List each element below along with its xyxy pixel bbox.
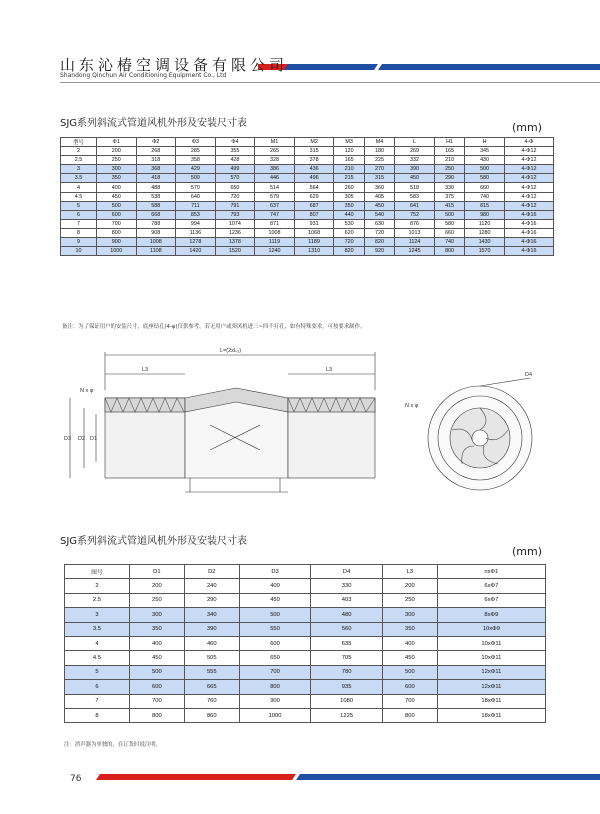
table-cell: 350 [334,201,364,210]
table-cell: 1189 [294,238,334,247]
table-cell: 200 [96,147,136,156]
table-cell: 400 [382,636,437,650]
table-cell: 530 [334,219,364,228]
table-cell: 500 [434,210,464,219]
table-row [61,165,554,174]
table-cell: 1124 [395,238,435,247]
table-cell: 1000 [239,708,311,722]
table-cell: 505 [184,651,239,665]
table-cell: 210 [434,156,464,165]
table-cell: 720 [364,228,394,237]
table-cell: 4 [61,183,97,192]
t1-col-header: Φ3 [176,138,216,147]
label-holes-right: N x φ [405,403,419,409]
label-d3: D3 [64,436,72,442]
table-cell: 4-Φ12 [504,201,553,210]
table-row [65,636,546,650]
table-cell: 6 [65,680,130,694]
table-cell: 908 [136,228,176,237]
table2-title: SJG系列斜流式管道风机外形及安装尺寸表 [60,536,248,547]
table-cell: 4-Φ12 [504,165,553,174]
table-cell: 629 [294,192,334,201]
table-cell: 390 [184,622,239,636]
table-cell: 12xΦ11 [437,680,545,694]
table-cell: 350 [382,622,437,636]
table-cell: 700 [382,694,437,708]
table-cell: 630 [364,219,394,228]
table-cell: 368 [136,165,176,174]
table-cell: 265 [255,147,295,156]
table-cell: 10xΦ11 [437,651,545,665]
table-cell: 8xΦ9 [437,608,545,622]
table-cell: 403 [311,593,383,607]
table-cell: 5 [65,665,130,679]
table-cell: 550 [239,622,311,636]
table-cell: 538 [136,192,176,201]
table-cell: 600 [129,680,184,694]
table-cell: 720 [215,192,255,201]
table-cell: 165 [434,147,464,156]
table-cell: 620 [334,228,364,237]
table-cell: 285 [176,147,216,156]
table-cell: 328 [255,156,295,165]
table-cell: 1280 [465,228,505,237]
table-cell: 305 [334,192,364,201]
table-cell: 1420 [176,247,216,256]
t2-col-header: L3 [382,565,437,579]
table-cell: 600 [239,636,311,650]
dimension-table-2 [64,564,546,723]
table-cell: 345 [465,147,505,156]
table-cell: 12xΦ11 [437,665,545,679]
table-row [61,201,554,210]
table-cell: 1000 [96,247,136,256]
table-row [61,156,554,165]
table-cell: 570 [215,174,255,183]
t2-col-header: 图号 [65,565,130,579]
table-cell: 450 [129,651,184,665]
table-cell: 440 [334,210,364,219]
table-cell: 18xΦ11 [437,708,545,722]
t2-col-header: D4 [311,565,383,579]
table-cell: 332 [395,156,435,165]
table-cell: 355 [215,147,255,156]
table-cell: 700 [239,665,311,679]
table-cell: 780 [311,665,383,679]
table-cell: 711 [176,201,216,210]
table-cell: 1236 [215,228,255,237]
table-cell: 405 [364,192,394,201]
table-cell: 10xΦ9 [437,622,545,636]
table-cell: 165 [334,156,364,165]
table-cell: 600 [96,210,136,219]
table1-title: SJG系列斜流式管道风机外形及安装尺寸表 [60,118,248,129]
table-cell: 4-Φ16 [504,219,553,228]
t2-col-header: D3 [239,565,311,579]
table-cell: 7 [65,694,130,708]
fan-side-and-end-view [60,340,550,510]
table-cell: 800 [96,228,136,237]
table-cell: 800 [129,708,184,722]
table-cell: 488 [136,183,176,192]
table-cell: 700 [129,694,184,708]
table-cell: 4-Φ12 [504,147,553,156]
table-cell: 650 [215,183,255,192]
table-cell: 555 [184,665,239,679]
table-cell: 386 [255,165,295,174]
company-name-en: Shandong Qinchun Air Conditioning Equipment Co., Ltd [60,72,227,79]
table-cell: 1080 [311,694,383,708]
table-cell: 660 [465,183,505,192]
table-cell: 180 [364,147,394,156]
table-cell: 300 [382,608,437,622]
table-cell: 18xΦ11 [437,694,545,708]
table1-note: 备注：为了保证用户的安装尺寸，底座钻孔(4-φ)仅供参考，若无用户或须风机进三~四不打孔，如有特殊要求，可按要求制作。 [62,324,366,330]
table-cell: 1008 [255,228,295,237]
table-cell: 315 [364,174,394,183]
table-cell: 6xΦ7 [437,579,545,593]
table-row [65,708,546,722]
header-rule [60,82,600,83]
table-cell: 1225 [311,708,383,722]
table-cell: 4-Φ16 [504,210,553,219]
table-row [61,192,554,201]
table-cell: 740 [465,192,505,201]
table-cell: 1013 [395,228,435,237]
table-cell: 815 [465,201,505,210]
label-total-length: L=(2xL₃) [220,348,242,354]
table-cell: 641 [395,201,435,210]
table-cell: 429 [176,165,216,174]
table-cell: 4-Φ12 [504,174,553,183]
table-cell: 7 [61,219,97,228]
table-cell: 747 [255,210,295,219]
table-row [61,219,554,228]
table-cell: 668 [136,210,176,219]
table2-note: 注：消声器为单独的，在订货时说注明。 [64,742,162,748]
table-cell: 268 [136,147,176,156]
table-cell: 400 [239,579,311,593]
table-cell: 4-Φ16 [504,247,553,256]
label-d4: D4 [525,372,533,378]
table-row [61,228,554,237]
table-cell: 665 [184,680,239,694]
table-cell: 450 [96,192,136,201]
table-cell: 994 [176,219,216,228]
table2-unit: (mm) [512,545,543,558]
table-cell: 640 [176,192,216,201]
table-row [61,247,554,256]
header-stripe [258,64,600,70]
table-cell: 8 [65,708,130,722]
page-number: 76 [70,774,82,784]
table-cell: 9 [61,238,97,247]
table-cell: 4.5 [65,651,130,665]
table-row [61,210,554,219]
table-cell: 1520 [215,247,255,256]
table-row [65,694,546,708]
label-d1: D1 [90,436,98,442]
table-row [65,665,546,679]
table-cell: 791 [215,201,255,210]
table-cell: 2.5 [61,156,97,165]
table-cell: 450 [364,201,394,210]
table-cell: 920 [364,247,394,256]
table-cell: 687 [294,201,334,210]
table-cell: 3.5 [65,622,130,636]
table-cell: 650 [239,651,311,665]
t2-col-header: D2 [184,565,239,579]
table-cell: 415 [434,201,464,210]
table-cell: 269 [395,147,435,156]
table-row [65,651,546,665]
table-cell: 500 [465,165,505,174]
table-cell: 705 [311,651,383,665]
t1-col-header: Φ2 [136,138,176,147]
table-cell: 375 [434,192,464,201]
table-cell: 500 [176,174,216,183]
table-row [65,579,546,593]
table-cell: 330 [434,183,464,192]
table-cell: 514 [255,183,295,192]
table-cell: 340 [184,608,239,622]
table-cell: 290 [434,174,464,183]
t1-col-header: 4-Φ [504,138,553,147]
table-cell: 418 [136,174,176,183]
table-cell: 1378 [215,238,255,247]
t2-col-header: nxΦ1 [437,565,545,579]
table-cell: 800 [239,680,311,694]
table-cell: 5 [61,201,97,210]
t1-col-header: H1 [434,138,464,147]
table-cell: 496 [294,174,334,183]
table-row [61,183,554,192]
table-cell: 4-Φ16 [504,228,553,237]
table-cell: 4-Φ12 [504,183,553,192]
t1-col-header: H [465,138,505,147]
table-row [65,622,546,636]
fan-drawing [60,340,550,510]
table-cell: 760 [184,694,239,708]
table-cell: 350 [129,622,184,636]
table-cell: 499 [215,165,255,174]
t1-col-header: L [395,138,435,147]
table-cell: 428 [215,156,255,165]
t1-col-header: M3 [334,138,364,147]
table-cell: 400 [96,183,136,192]
t1-col-header: Φ1 [96,138,136,147]
table-cell: 250 [382,593,437,607]
table-cell: 1120 [465,219,505,228]
table-cell: 931 [294,219,334,228]
table-cell: 330 [311,579,383,593]
table-cell: 250 [129,593,184,607]
table-cell: 200 [382,579,437,593]
table-cell: 500 [382,665,437,679]
table-cell: 315 [294,147,334,156]
table-cell: 1430 [465,238,505,247]
table-cell: 800 [434,247,464,256]
footer-stripe [96,774,600,780]
label-l3-right: L3 [326,367,333,373]
table-cell: 1108 [136,247,176,256]
table-cell: 360 [364,183,394,192]
t2-col-header: D1 [129,565,184,579]
table-cell: 588 [136,201,176,210]
table-cell: 580 [434,219,464,228]
label-d2: D2 [78,436,86,442]
label-holes-left: N x φ [80,388,94,394]
table-cell: 400 [129,636,184,650]
t1-col-header: M2 [294,138,334,147]
table-cell: 290 [184,593,239,607]
table-cell: 500 [239,608,311,622]
table-cell: 871 [255,219,295,228]
table-row [61,147,554,156]
table-cell: 853 [176,210,216,219]
table-cell: 660 [434,228,464,237]
table-cell: 430 [465,156,505,165]
table-row [65,680,546,694]
table-row [61,238,554,247]
table-cell: 807 [294,210,334,219]
table-cell: 540 [364,210,394,219]
table-cell: 120 [334,147,364,156]
table-cell: 800 [382,708,437,722]
table-cell: 215 [334,174,364,183]
table-cell: 225 [364,156,394,165]
table-row [61,174,554,183]
table-cell: 260 [334,183,364,192]
table-cell: 1240 [255,247,295,256]
table-cell: 460 [184,636,239,650]
table-cell: 820 [364,238,394,247]
table-cell: 900 [96,238,136,247]
table-cell: 6 [61,210,97,219]
table-cell: 10xΦ11 [437,636,545,650]
table-cell: 240 [184,579,239,593]
table-cell: 564 [294,183,334,192]
table-cell: 6xΦ7 [437,593,545,607]
table-cell: 1074 [215,219,255,228]
table-cell: 300 [96,165,136,174]
table-cell: 1245 [395,247,435,256]
table-cell: 1310 [294,247,334,256]
table-cell: 740 [434,238,464,247]
table-cell: 518 [395,183,435,192]
table-cell: 390 [395,165,435,174]
table-cell: 900 [239,694,311,708]
table-cell: 318 [136,156,176,165]
table-cell: 1119 [255,238,295,247]
table-cell: 752 [395,210,435,219]
table-cell: 788 [136,219,176,228]
table-cell: 446 [255,174,295,183]
table-cell: 580 [465,174,505,183]
table-cell: 600 [382,680,437,694]
table-row [65,608,546,622]
table-cell: 500 [96,201,136,210]
table-cell: 358 [176,156,216,165]
t1-col-header: 型号 [61,138,97,147]
table-cell: 1278 [176,238,216,247]
page-header [0,0,600,90]
table-cell: 720 [334,238,364,247]
table-cell: 4 [65,636,130,650]
table-cell: 1068 [294,228,334,237]
table-cell: 450 [395,174,435,183]
table-cell: 876 [395,219,435,228]
table-cell: 570 [176,183,216,192]
table1-unit: (mm) [512,121,543,134]
table-cell: 637 [255,201,295,210]
table-cell: 579 [255,192,295,201]
table-cell: 2 [65,579,130,593]
table-cell: 450 [239,593,311,607]
t1-col-header: Φ4 [215,138,255,147]
table-cell: 200 [129,579,184,593]
dimension-table-1 [60,137,554,256]
table-cell: 1136 [176,228,216,237]
table-cell: 935 [311,680,383,694]
table-cell: 450 [382,651,437,665]
table-cell: 3 [61,165,97,174]
table-cell: 4-Φ12 [504,192,553,201]
table-cell: 3 [65,608,130,622]
table-cell: 4-Φ12 [504,156,553,165]
table-cell: 250 [434,165,464,174]
table-cell: 300 [129,608,184,622]
table-cell: 2 [61,147,97,156]
table-cell: 793 [215,210,255,219]
table-cell: 700 [96,219,136,228]
table-row [65,593,546,607]
table-cell: 350 [96,174,136,183]
table-cell: 210 [334,165,364,174]
t1-col-header: M4 [364,138,394,147]
table-cell: 4.5 [61,192,97,201]
table-cell: 8 [61,228,97,237]
label-l3-left: L3 [142,367,149,373]
table-cell: 500 [129,665,184,679]
company-name-cn: 山东沁椿空调设备有限公司 [60,56,289,74]
table-cell: 1008 [136,238,176,247]
table-cell: 250 [96,156,136,165]
table-cell: 583 [395,192,435,201]
table-cell: 820 [334,247,364,256]
table-cell: 635 [311,636,383,650]
table-cell: 860 [184,708,239,722]
table-cell: 560 [311,622,383,636]
table-cell: 4-Φ16 [504,238,553,247]
table-cell: 3.5 [61,174,97,183]
table-cell: 980 [465,210,505,219]
table-cell: 436 [294,165,334,174]
table-cell: 270 [364,165,394,174]
table-cell: 1570 [465,247,505,256]
table-cell: 2.5 [65,593,130,607]
table-cell: 378 [294,156,334,165]
t1-col-header: M1 [255,138,295,147]
table-cell: 480 [311,608,383,622]
table-cell: 10 [61,247,97,256]
